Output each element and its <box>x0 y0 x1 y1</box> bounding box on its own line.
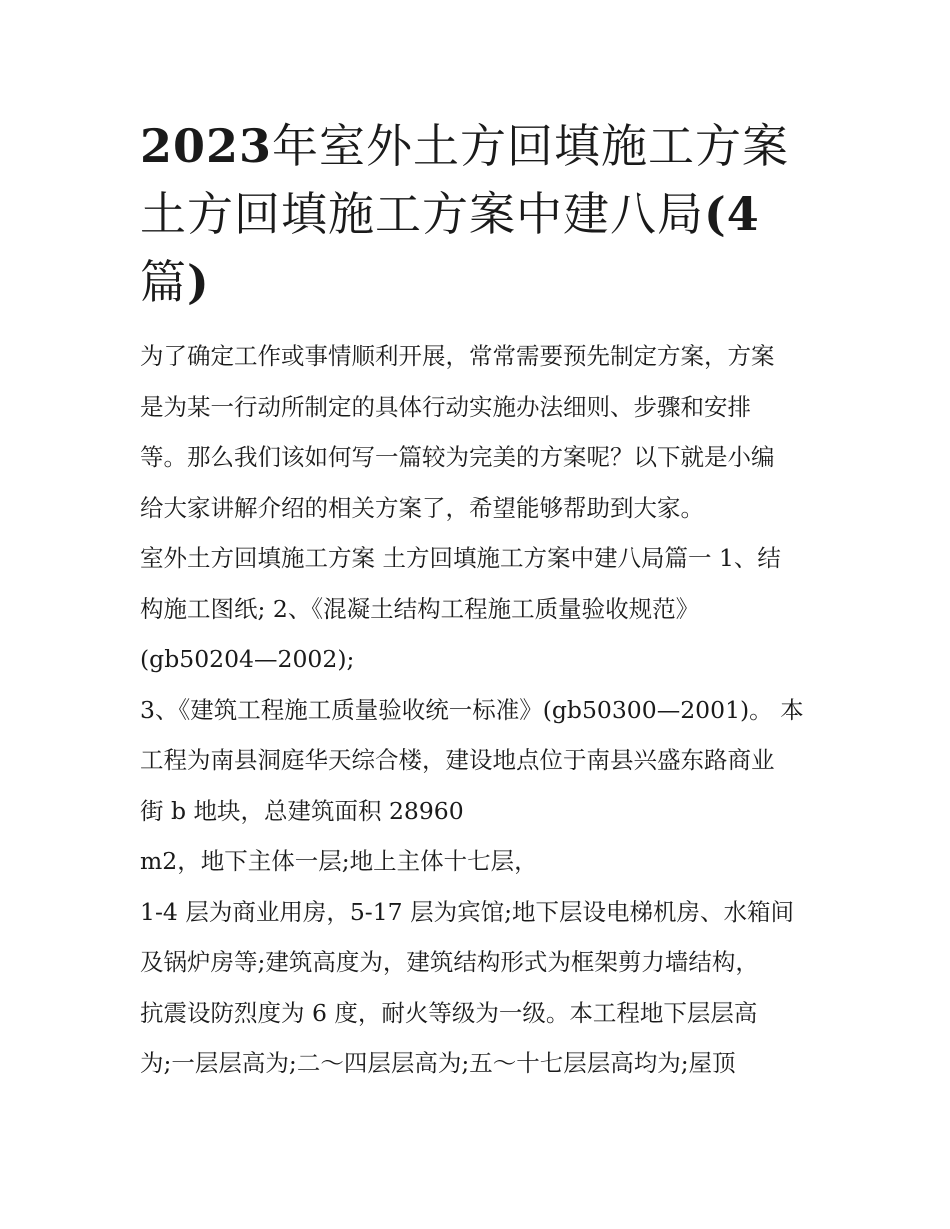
title-line-2-text: 土方回填施工方案中建八局 <box>140 187 704 241</box>
text-line: 及锅炉房等;建筑高度为，建筑结构形式为框架剪力墙结构， <box>140 948 759 976</box>
title-line-3 <box>140 248 820 316</box>
text-line: 3、《建筑工程施工质量验收统一标准》(gb50300—2001)。 本 <box>140 695 804 724</box>
paragraph-intro <box>140 331 820 533</box>
title-line-1-text: 年室外土方回填施工方案 <box>272 119 790 173</box>
title-line-3-paren: ) <box>187 255 210 309</box>
text-line: 1-4 层为商业用房，5-17 层为宾馆;地下层设电梯机房、水箱间 <box>140 897 794 926</box>
text-line: 等。那么我们该如何写一篇较为完美的方案呢？以下就是小编 <box>140 443 775 471</box>
paragraph-standard <box>140 685 820 837</box>
text-line: 街 b 地块，总建筑面积 28960 <box>140 796 464 825</box>
document-body <box>140 331 820 1089</box>
text-line: m2，地下主体一层;地上主体十七层， <box>140 847 538 875</box>
paragraph-structure <box>140 887 820 1089</box>
text-line: 抗震设防烈度为 6 度，耐火等级为一级。本工程地下层层高 <box>140 998 758 1027</box>
title-line-2-paren: (4 <box>704 187 760 241</box>
text-line: 为了确定工作或事情顺利开展，常常需要预先制定方案，方案 <box>140 342 775 370</box>
text-line: (gb50204—2002); <box>140 645 355 673</box>
document-title <box>140 112 820 316</box>
text-line: 构施工图纸; 2、《混凝土结构工程施工质量验收规范》 <box>140 594 700 623</box>
title-line-1 <box>140 112 820 180</box>
paragraph-area <box>140 836 820 887</box>
text-line: 工程为南县洞庭华天综合楼，建设地点位于南县兴盛东路商业 <box>140 746 775 774</box>
document-page <box>140 112 820 1089</box>
title-line-3-text: 篇 <box>140 255 187 309</box>
title-year: 2023 <box>140 119 273 173</box>
text-line: 给大家讲解介绍的相关方案了，希望能够帮助到大家。 <box>140 493 704 522</box>
paragraph-basis <box>140 533 820 685</box>
text-line: 是为某一行动所制定的具体行动实施办法细则、步骤和安排 <box>140 392 751 421</box>
text-line: 室外土方回填施工方案 土方回填施工方案中建八局篇一 1、结 <box>140 544 781 572</box>
title-line-2 <box>140 180 820 248</box>
text-line: 为;一层层高为;二～四层层高为;五～十七层层高均为;屋顶 <box>140 1049 736 1077</box>
